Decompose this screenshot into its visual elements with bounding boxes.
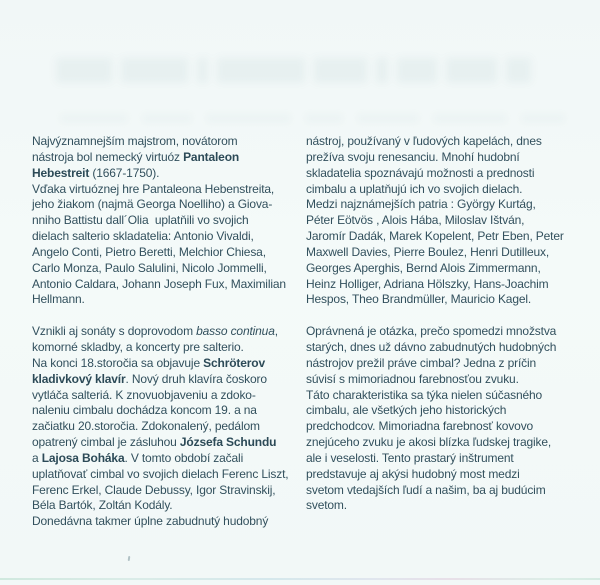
text-line: skladatelia spoznávajú možnosti a prednosti <box>306 165 535 180</box>
ghost-text-block <box>376 58 389 83</box>
text-line: naleniu cimbalu dochádza koncom 19. a na <box>32 403 257 418</box>
text-line: prežíva svoju renesanciu. Mnohí hudobní <box>306 149 520 164</box>
ghost-text-block <box>305 114 344 123</box>
text-line: nástroj, používaný v ľudových kapelách, dnes <box>306 134 542 148</box>
paragraph <box>32 182 322 309</box>
text-line: nniho Battistu dall´Olia uplatňili vo svojich <box>32 213 249 228</box>
text-column-left <box>32 134 322 530</box>
text-column-right <box>306 134 596 514</box>
text-line: Hespos, Theo Brandmüller, Mauricio Kagel. <box>306 292 532 307</box>
text-line: Angelo Conti, Pietro Beretti, Melchior Chiesa, <box>32 244 266 259</box>
text-line: Ferenc Erkel, Claude Debussy, Igor Stravinskij, <box>32 482 276 497</box>
paragraph <box>306 324 596 514</box>
ink-speck-artifact <box>128 556 131 561</box>
ghost-text-block <box>217 58 306 83</box>
text-line: cimbalu, ale všetkých jeho historických <box>306 403 507 418</box>
text-line: uplatňovať cimbal vo svojich dielach Ferenc Liszt, <box>32 466 289 481</box>
text-line: Na konci 18.storočia sa objavuje Schröterov <box>32 355 266 370</box>
ghost-text-block <box>506 58 531 83</box>
text-line: Carlo Monza, Paulo Salulini, Nicolo Jommelli, <box>32 260 267 275</box>
scan-edge-line <box>0 578 600 580</box>
text-line: cimbalu a uplatňujú ich vo svojich dielach. <box>306 181 523 196</box>
text-line: Najvýznamnejším majstrom, novátorom <box>32 134 238 148</box>
text-line: predstavuje aj akýsi hudobný most medzi <box>306 466 520 481</box>
text-line: vytláča salteriá. K znovuobjaveniu a zdoko- <box>32 387 256 402</box>
ghost-text-block <box>357 114 419 123</box>
text-line: Antonio Caldara, Johann Joseph Fux, Maximilian <box>32 276 286 291</box>
ghost-text-block <box>56 58 112 83</box>
text-line: Medzi najznámejších patria : György Kurtág, <box>306 197 536 212</box>
paragraph <box>32 324 322 530</box>
text-line: Hebestreit (1667-1750). <box>32 165 160 180</box>
text-line: Oprávnená je otázka, prečo spomedzi množstva <box>306 324 557 339</box>
ghost-text-block <box>314 58 366 83</box>
text-line: opatrený cimbal je zásluhou Józsefa Schundu <box>32 435 277 450</box>
text-line: svetom vtedajších ľudí a našim, ba aj budúcim <box>306 482 546 497</box>
text-line: súvisí s mimoriadnou farebnosťou zvuku. <box>306 371 519 386</box>
ghost-text-block <box>206 114 291 123</box>
text-line: Donedávna takmer úplne zabudnutý hudobný <box>32 514 269 529</box>
text-line: a Lajosa Boháka. V tomto období začali <box>32 450 244 465</box>
text-line: ale i veselosti. Tento prastarý inštrument <box>306 450 514 465</box>
paragraph <box>306 134 596 308</box>
text-line: Táto charakteristika sa týka nielen súčasného <box>306 387 543 402</box>
ghost-subtitle-artifact <box>60 114 565 123</box>
text-line: jeho žiakom (najmä Georga Noelliho) a Giova- <box>32 197 273 212</box>
ghost-title-artifact <box>56 58 531 83</box>
ghost-text-block <box>397 58 437 83</box>
text-line: kladivkový klavír. Nový druh klavíra čoskoro <box>32 371 267 386</box>
ghost-text-block <box>521 114 565 123</box>
text-line: komorné skladby, a koncerty pre salterio. <box>32 339 244 354</box>
text-line: nástroja bol nemecký virtuóz Pantaleon <box>32 149 240 164</box>
text-line: dielach salterio skladatelia: Antonio Vivaldi, <box>32 229 254 244</box>
ghost-text-block <box>121 58 188 83</box>
text-line: nástrojov prežil práve cimbal? Jedna z príčin <box>306 355 537 370</box>
ghost-text-block <box>197 58 208 83</box>
text-line: starých, dnes už dávno zabudnutých hudobných <box>306 339 557 354</box>
text-line: Heinz Holliger, Adriana Hölszky, Hans-Joachim <box>306 276 549 291</box>
text-line: Vďaka virtuóznej hre Pantaleona Hebenstreita, <box>32 181 275 196</box>
text-line: Maxwell Davies, Pierre Boulez, Henri Dutilleux, <box>306 244 550 259</box>
text-line: znejúceho zvuku je akosi blízka ľudskej tragike, <box>306 435 552 450</box>
text-line: Péter Eötvös , Alois Hába, Miloslav Ištván, <box>306 213 525 228</box>
text-line: začiatku 20.storočia. Zdokonalený, pedálom <box>32 419 260 434</box>
text-line: Hellmann. <box>32 292 85 307</box>
text-line: Georges Aperghis, Bernd Alois Zimmermann, <box>306 260 541 275</box>
ghost-text-block <box>433 114 506 123</box>
text-line: Béla Bartók, Zoltán Kodály. <box>32 498 173 513</box>
text-line: svetom. <box>306 498 347 513</box>
ghost-text-block <box>60 114 128 123</box>
ghost-text-block <box>446 58 497 83</box>
ghost-text-block <box>142 114 192 123</box>
paragraph <box>32 134 322 182</box>
text-line: predchodcov. Mimoriadna farebnosť kovovo <box>306 419 534 434</box>
text-line: Jaromír Dadák, Marek Kopelent, Petr Eben, Peter <box>306 229 564 244</box>
text-line: Vznikli aj sonáty s doprovodom basso continua, <box>32 324 278 339</box>
